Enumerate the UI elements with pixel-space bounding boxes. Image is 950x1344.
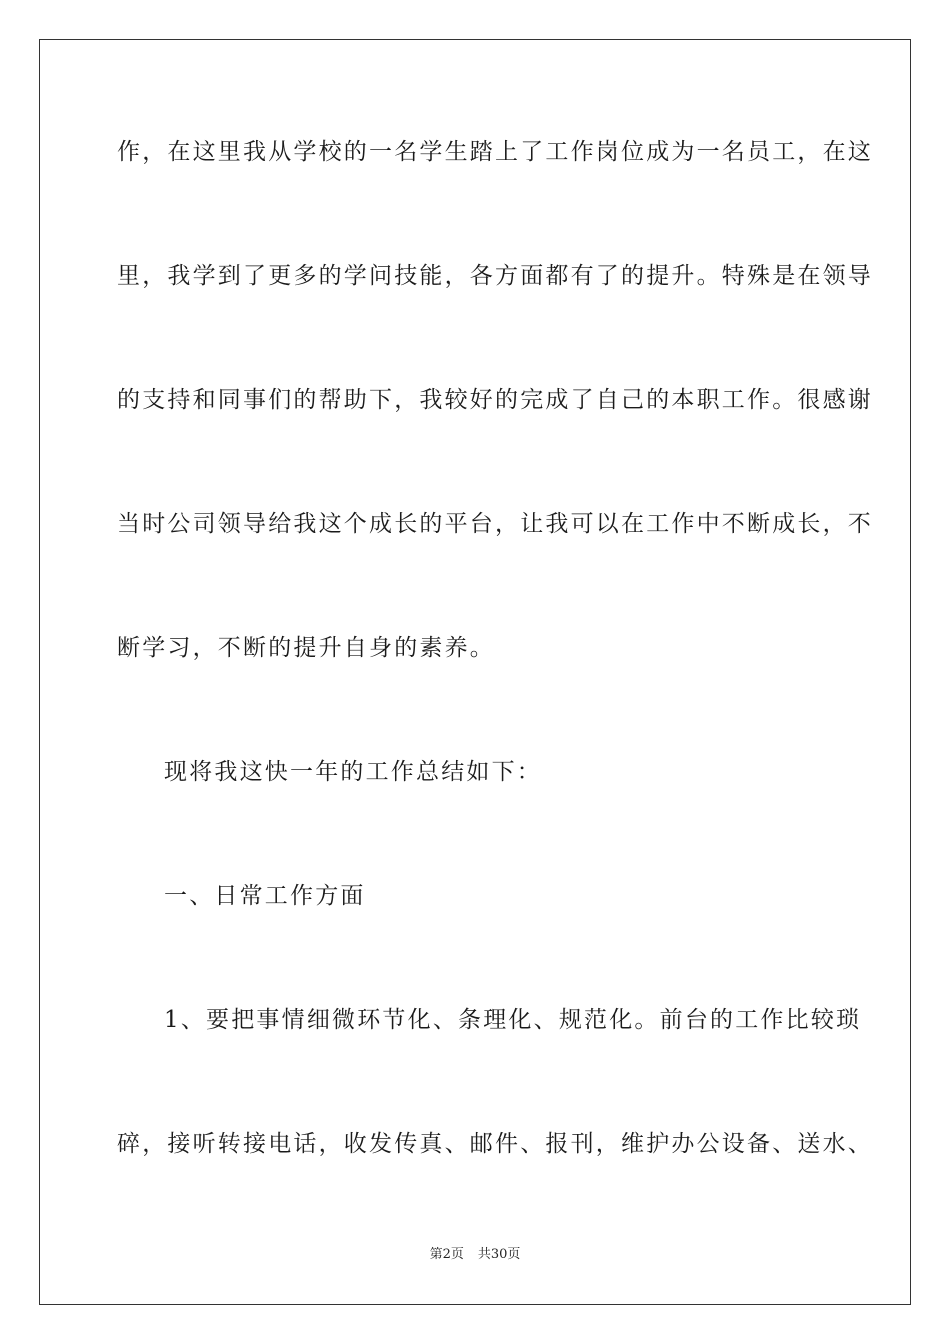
list-item-1-text: 1、要把事情细微环节化、条理化、规范化。前台的工作比较琐 (164, 1007, 862, 1033)
page-number: 第2页 (429, 1247, 464, 1262)
page-border (39, 39, 911, 1305)
page-total: 共30页 (477, 1247, 521, 1262)
intro-paragraph: 现将我这快一年的工作总结如下： (164, 759, 542, 785)
section-heading: 一、日常工作方面 (164, 883, 366, 909)
body-text-line: 作，在这里我从学校的一名学生踏上了工作岗位成为一名员工，在这 (117, 139, 873, 165)
body-text-line: 碎，接听转接电话，收发传真、邮件、报刊，维护办公设备、送水、 (117, 1131, 873, 1157)
body-text-line: 断学习，不断的提升自身的素养。 (117, 635, 495, 661)
body-text-line: 当时公司领导给我这个成长的平台，让我可以在工作中不断成长，不 (117, 511, 873, 537)
page-footer (0, 1246, 950, 1264)
body-text-line: 里，我学到了更多的学问技能，各方面都有了的提升。特殊是在领导 (117, 263, 873, 289)
body-text-line: 的支持和同事们的帮助下，我较好的完成了自己的本职工作。很感谢 (117, 387, 873, 413)
